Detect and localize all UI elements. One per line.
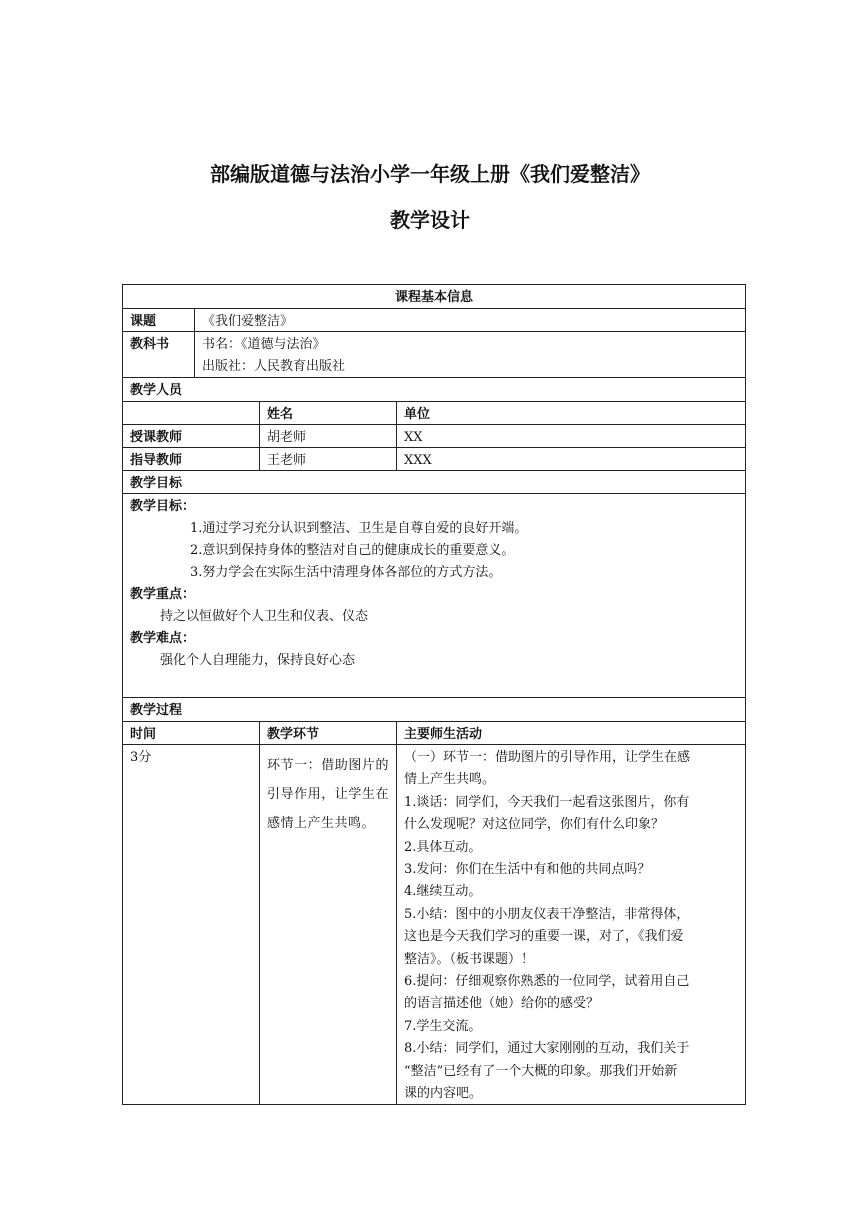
- goals-header-row: [123, 471, 745, 494]
- activity-line: 这也是今天我们学习的重要一课，对了，《我们爱: [404, 929, 684, 945]
- process-stage-cell: [259, 745, 396, 1104]
- activity-line: 6.提问：仔细观察你熟悉的一位同学，试着用自己: [404, 974, 690, 990]
- activity-line: 什么发现呢？对这位同学，你们有什么印象？: [404, 817, 665, 833]
- key-point-label: 教学重点：: [130, 587, 196, 602]
- basic-info-header-row: [123, 285, 745, 309]
- process-col-stage: 教学环节: [259, 722, 396, 744]
- goals-content: [123, 494, 745, 697]
- process-col-activity: 主要师生活动: [396, 722, 745, 744]
- activity-line: 情上产生共鸣。: [404, 772, 496, 788]
- activity-line: 课的内容吧。: [404, 1086, 483, 1102]
- key-point-text: 持之以恒做好个人卫生和仪表、仪态: [160, 609, 369, 624]
- staff-row: [123, 448, 745, 471]
- process-row: [123, 745, 745, 1104]
- staff-role: 授课教师: [130, 430, 183, 445]
- objectives-label: 教学目标：: [130, 499, 196, 514]
- activity-line: 5.小结：图中的小朋友仪表干净整洁，非常得体，: [404, 906, 690, 922]
- lesson-plan-table: [122, 284, 746, 1105]
- activity-line: 3.发问：你们在生活中有和他的共同点吗？: [404, 862, 651, 878]
- activity-line: 2.具体互动。: [404, 839, 482, 855]
- book-name: 书名：《道德与法治》: [202, 337, 326, 352]
- objective-item: 3.努力学会在实际生活中清理身体各部位的方式方法。: [190, 565, 502, 580]
- staff-unit: XX: [396, 425, 745, 447]
- difficulty-label: 教学难点：: [130, 631, 196, 646]
- textbook-row: [123, 332, 745, 378]
- staff-col-name: 姓名: [259, 402, 396, 424]
- staff-unit: XXX: [396, 448, 745, 470]
- objective-item: 1.通过学习充分认识到整洁、卫生是自尊自爱的良好开端。: [190, 521, 528, 536]
- goals-row: [123, 494, 745, 698]
- staff-name: 王老师: [259, 448, 396, 470]
- activity-line: 4.继续互动。: [404, 884, 482, 900]
- staff-role: 指导教师: [130, 453, 183, 468]
- document-title: 部编版道德与法治小学一年级上册《我们爱整洁》: [210, 162, 650, 186]
- process-header-row: [123, 698, 745, 722]
- staff-header: 教学人员: [130, 383, 183, 398]
- activity-line: 7.学生交流。: [404, 1018, 482, 1034]
- process-col-time: 时间: [130, 727, 157, 742]
- textbook-label: 教科书: [130, 337, 170, 352]
- staff-empty-cell: [123, 402, 259, 424]
- staff-columns-row: [123, 402, 745, 425]
- process-stage: 环节一：借助图片的引导作用，让学生在感情上产生共鸣。: [267, 758, 389, 831]
- activity-line: 整洁》。（板书课题）！: [404, 951, 535, 967]
- staff-col-unit: 单位: [396, 402, 745, 424]
- topic-label: 课题: [130, 314, 157, 329]
- activity-line: “整洁”已经有了一个大概的印象。那我们开始新: [404, 1063, 678, 1079]
- process-columns-row: [123, 722, 745, 745]
- activity-line: 的语言描述他（她）给你的感受？: [404, 996, 600, 1012]
- objective-item: 2.意识到保持身体的整洁对自己的健康成长的重要意义。: [190, 543, 515, 558]
- process-activity-cell: [396, 745, 745, 1104]
- topic-row: [123, 309, 745, 332]
- publisher: 出版社：人民教育出版社: [202, 359, 346, 374]
- goals-header: 教学目标: [130, 476, 183, 491]
- staff-name: 胡老师: [259, 425, 396, 447]
- basic-info-header: 课程基本信息: [394, 290, 473, 305]
- activity-line: 8.小结：同学们，通过大家刚刚的互动，我们关于: [404, 1041, 690, 1057]
- difficulty-text: 强化个人自理能力，保持良好心态: [160, 653, 356, 668]
- process-time: 3分: [130, 750, 152, 765]
- staff-header-row: [123, 378, 745, 402]
- activity-line: （一）环节一：借助图片的引导作用，让学生在感: [404, 750, 691, 765]
- staff-row: [123, 425, 745, 448]
- topic-value: 《我们爱整洁》: [194, 309, 745, 331]
- activity-line: 1.谈话：同学们，今天我们一起看这张图片，你有: [404, 794, 690, 810]
- document-subtitle: 教学设计: [390, 208, 470, 232]
- textbook-info: [194, 332, 745, 377]
- process-header: 教学过程: [130, 703, 183, 718]
